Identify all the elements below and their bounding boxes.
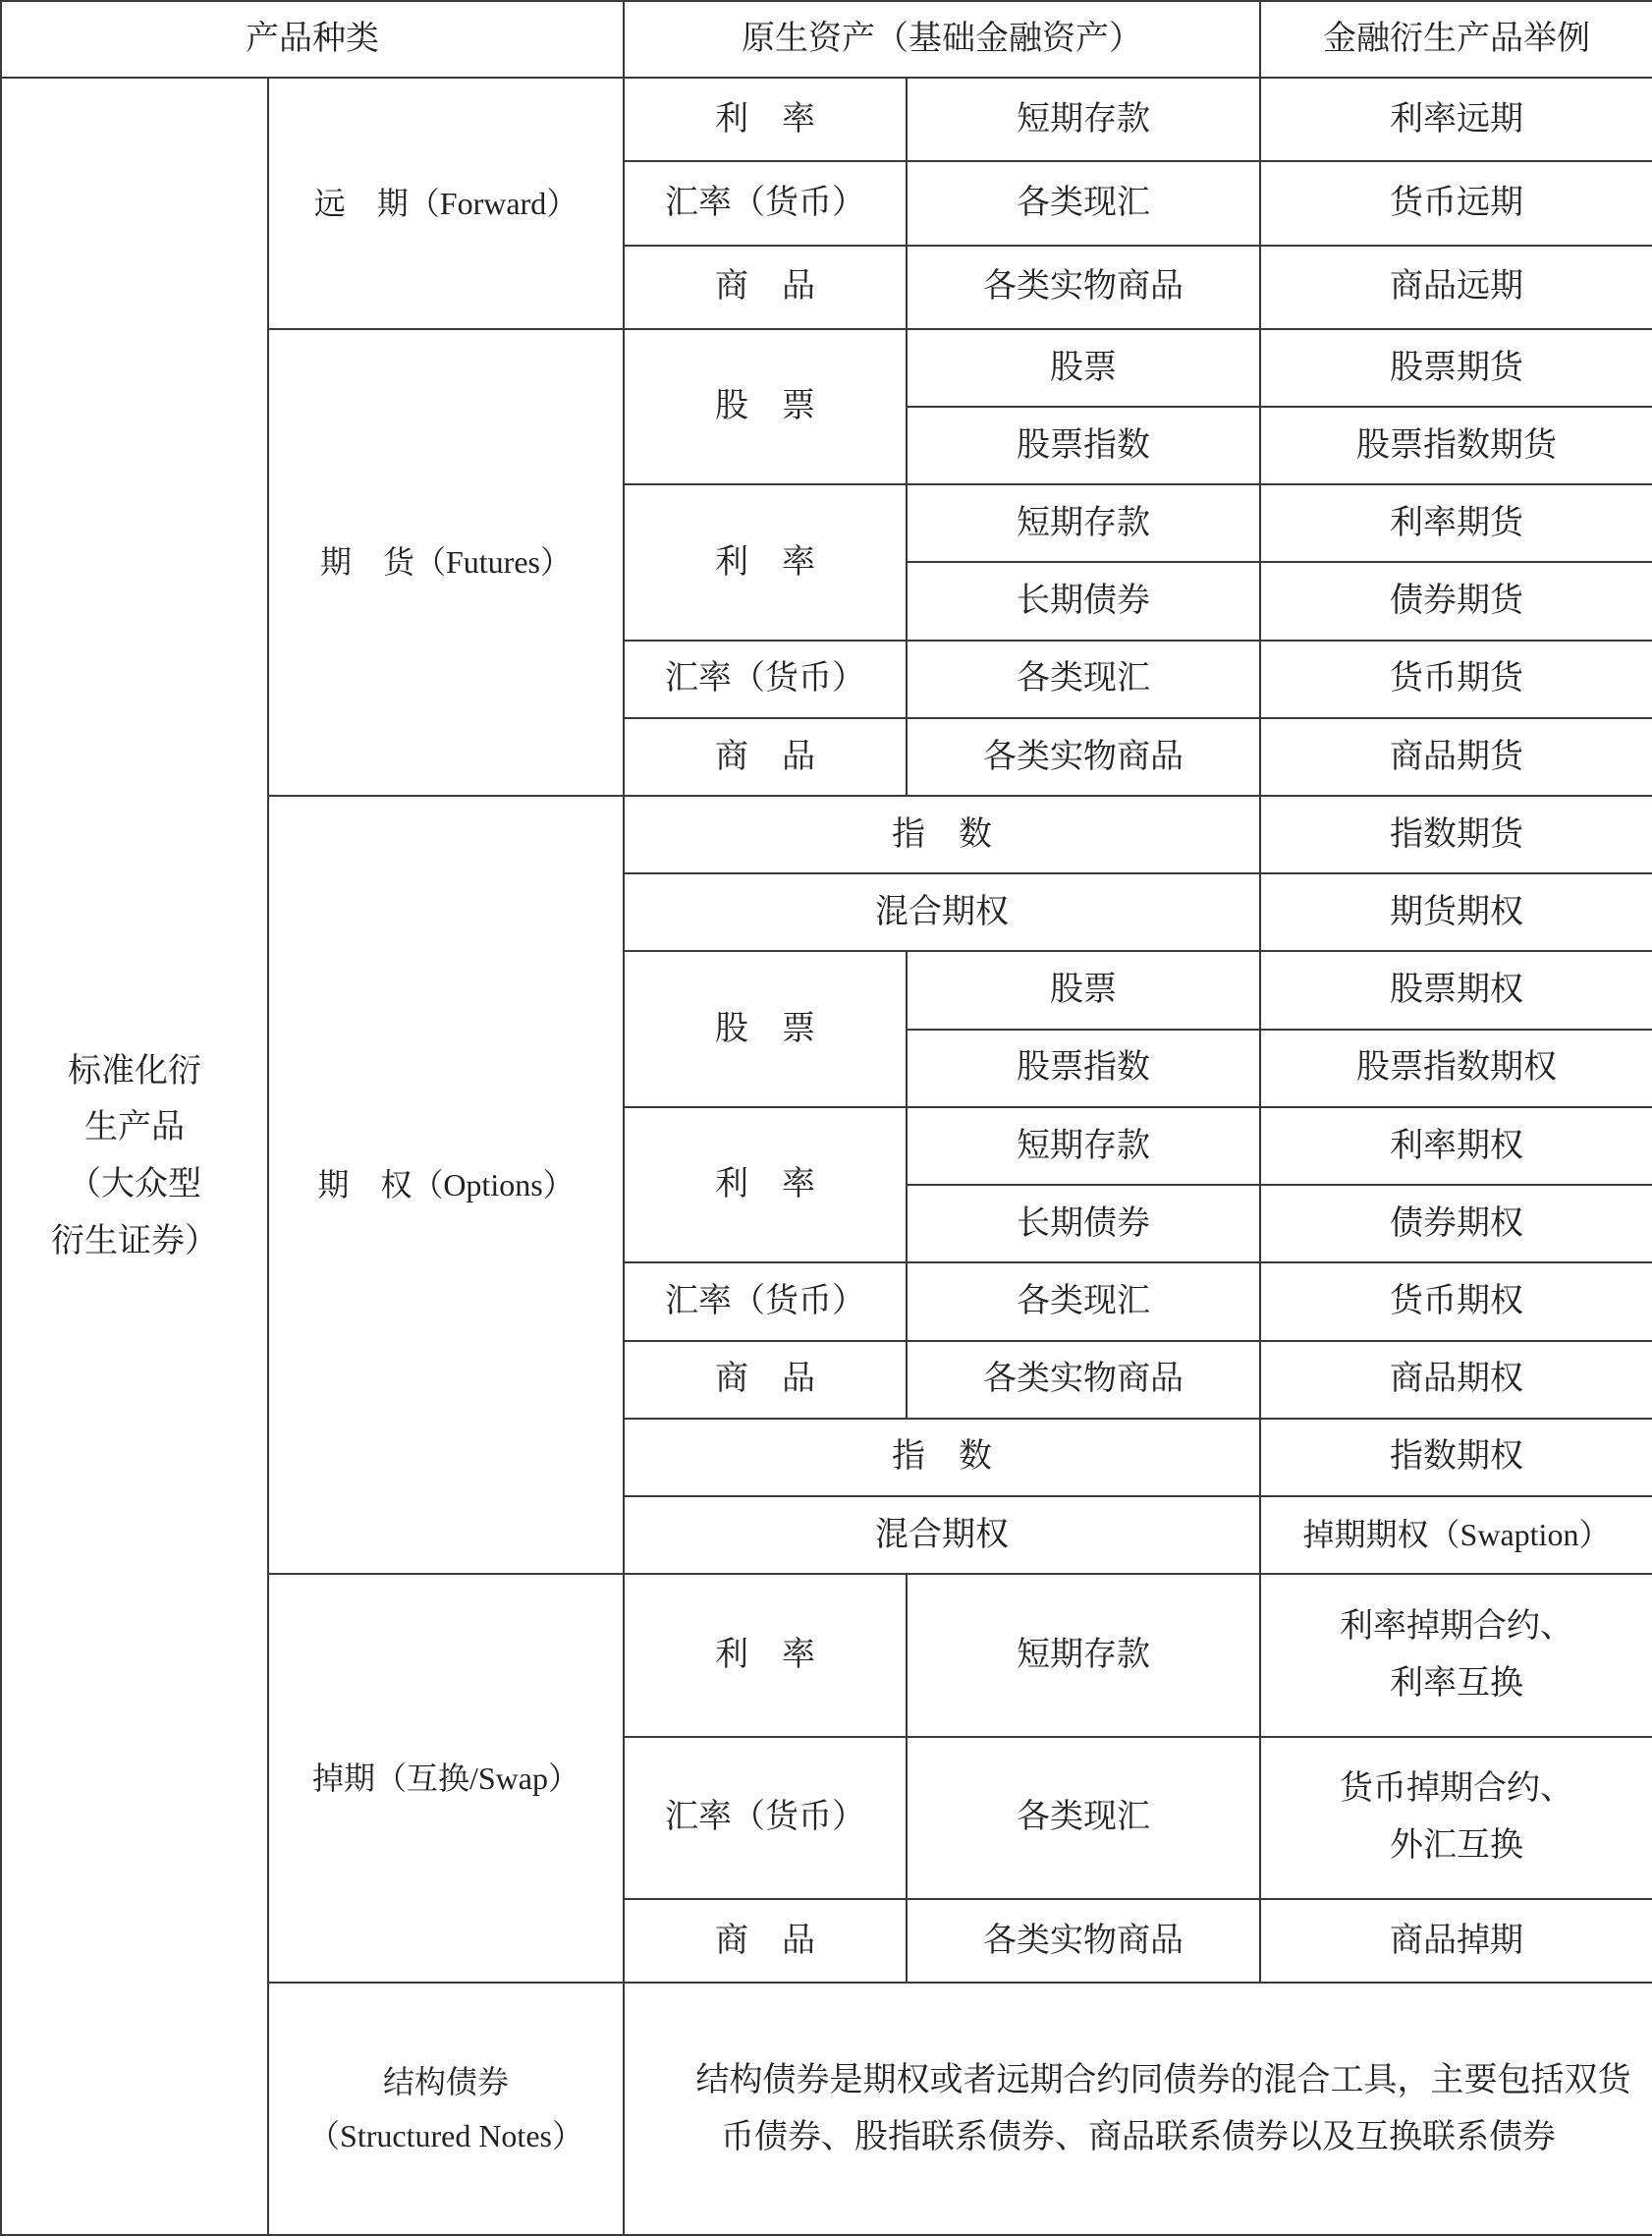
asset-cell: 指 数: [624, 1419, 1260, 1496]
asset-cell: 商 品: [624, 246, 907, 329]
label-line: 结构债券: [382, 2064, 509, 2100]
example-line: 货币掉期合约、: [1340, 1768, 1573, 1809]
example-cell: 货币远期: [1260, 161, 1652, 245]
example-cell: 股票期权: [1260, 951, 1652, 1029]
structured-description: 结构债券是期权或者远期合约同债券的混合工具，主要包括双货币债券、股指联系债券、商品联系债券以及互换联系债券: [624, 1983, 1652, 2235]
asset-cell: 利 率: [624, 484, 907, 640]
base-cell: 长期债券: [907, 562, 1260, 640]
asset-cell: 指 数: [624, 796, 1260, 873]
futures-label: 期 货（Futures）: [268, 329, 624, 796]
example-cell: 股票指数期货: [1260, 407, 1652, 484]
example-cell: 股票期货: [1260, 329, 1652, 407]
base-cell: 各类实物商品: [907, 1341, 1260, 1419]
example-cell: 利率期货: [1260, 484, 1652, 562]
asset-cell: 汇率（货币）: [624, 1262, 907, 1340]
example-cell: 掉期期权（Swaption）: [1260, 1496, 1652, 1574]
base-cell: 各类实物商品: [907, 246, 1260, 329]
header-row: [1, 1, 1652, 78]
asset-cell: 商 品: [624, 1341, 907, 1419]
asset-cell: 混合期权: [624, 1496, 1260, 1574]
asset-cell: 混合期权: [624, 873, 1260, 951]
example-cell: [1260, 1574, 1652, 1736]
label-line: （大众型: [68, 1164, 201, 1204]
base-cell: 各类现汇: [907, 641, 1260, 718]
base-cell: 各类现汇: [907, 161, 1260, 245]
base-cell: 短期存款: [907, 78, 1260, 161]
example-cell: [1260, 1737, 1652, 1899]
structured-label: [268, 1983, 624, 2235]
header-examples: 金融衍生产品举例: [1260, 1, 1652, 78]
asset-cell: 汇率（货币）: [624, 161, 907, 245]
example-cell: 货币期权: [1260, 1262, 1652, 1340]
asset-cell: 股 票: [624, 329, 907, 484]
base-cell: 股票: [907, 951, 1260, 1029]
table-row: [1, 78, 1652, 161]
example-line: 外汇互换: [1390, 1825, 1523, 1866]
example-cell: 商品掉期: [1260, 1899, 1652, 1983]
base-cell: 各类现汇: [907, 1262, 1260, 1340]
asset-cell: 利 率: [624, 78, 907, 161]
base-cell: 股票: [907, 329, 1260, 407]
example-cell: 债券期权: [1260, 1185, 1652, 1262]
label-line: 标准化衍: [68, 1050, 201, 1090]
header-category: 产品种类: [1, 1, 624, 78]
example-cell: 指数期货: [1260, 796, 1652, 873]
asset-cell: 商 品: [624, 718, 907, 796]
example-cell: 股票指数期权: [1260, 1030, 1652, 1107]
swap-label: 掉期（互换/Swap）: [268, 1574, 624, 1983]
base-cell: 各类实物商品: [907, 1899, 1260, 1983]
base-cell: 短期存款: [907, 1574, 1260, 1736]
example-cell: 期货期权: [1260, 873, 1652, 951]
asset-cell: 利 率: [624, 1574, 907, 1736]
label-line: 生产品: [84, 1107, 185, 1147]
options-label: 期 权（Options）: [268, 796, 624, 1574]
asset-cell: 汇率（货币）: [624, 641, 907, 718]
example-cell: 指数期权: [1260, 1419, 1652, 1496]
example-cell: 商品期权: [1260, 1341, 1652, 1419]
example-cell: 商品远期: [1260, 246, 1652, 329]
label-line: 衍生证券）: [51, 1220, 218, 1260]
example-cell: 商品期货: [1260, 718, 1652, 796]
base-cell: 各类现汇: [907, 1737, 1260, 1899]
example-cell: 利率期权: [1260, 1107, 1652, 1185]
asset-cell: 股 票: [624, 951, 907, 1106]
example-cell: 债券期货: [1260, 562, 1652, 640]
label-line: （Structured Notes）: [308, 2117, 583, 2153]
standard-derivatives-label: [1, 78, 268, 2235]
example-cell: 利率远期: [1260, 78, 1652, 161]
example-line: 利率掉期合约、: [1340, 1606, 1573, 1647]
header-underlying: 原生资产（基础金融资产）: [624, 1, 1260, 78]
asset-cell: 商 品: [624, 1899, 907, 1983]
base-cell: 各类实物商品: [907, 718, 1260, 796]
base-cell: 短期存款: [907, 484, 1260, 562]
asset-cell: 利 率: [624, 1107, 907, 1262]
example-line: 利率互换: [1390, 1662, 1523, 1703]
example-cell: 货币期货: [1260, 641, 1652, 718]
asset-cell: 汇率（货币）: [624, 1737, 907, 1899]
base-cell: 长期债券: [907, 1185, 1260, 1262]
forward-label: 远 期（Forward）: [268, 78, 624, 329]
base-cell: 短期存款: [907, 1107, 1260, 1185]
base-cell: 股票指数: [907, 1030, 1260, 1107]
base-cell: 股票指数: [907, 407, 1260, 484]
